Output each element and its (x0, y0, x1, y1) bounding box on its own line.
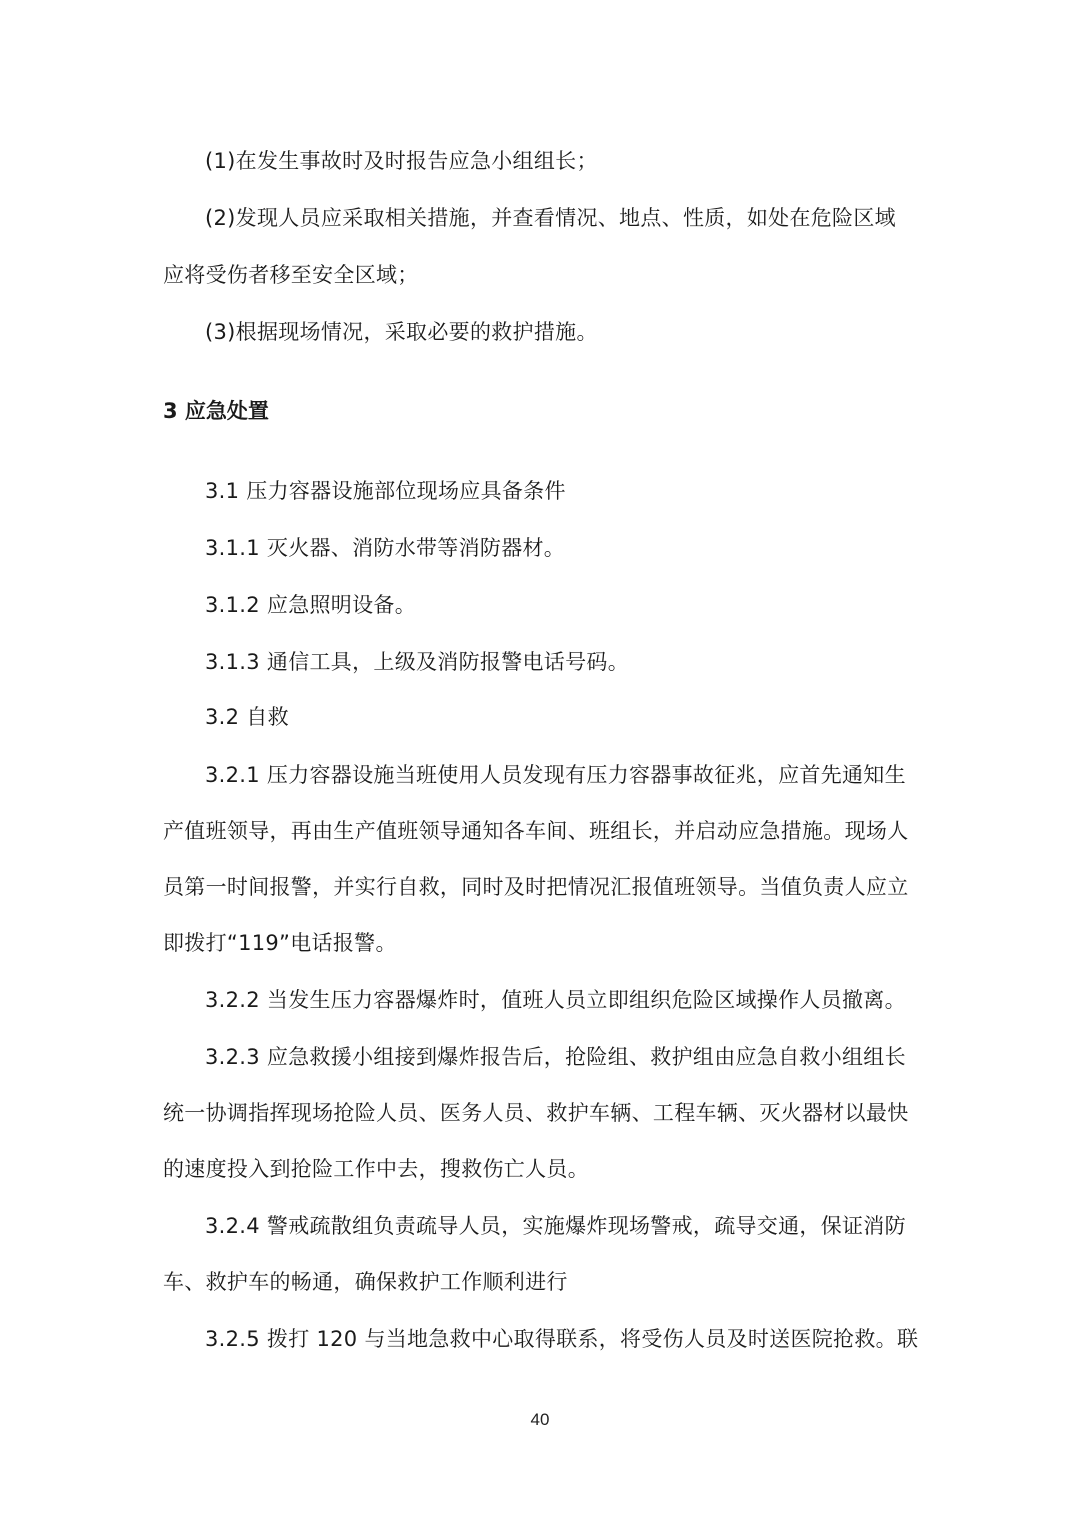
paragraph-3-1-2: 3.1.2 应急照明设备。 (205, 593, 417, 617)
paragraph-3-2-5-line-1: 3.2.5 拨打 120 与当地急救中心取得联系，将受伤人员及时送医院抢救。联 (205, 1327, 919, 1351)
page-number: 40 (530, 1410, 550, 1429)
paragraph-3-1-3: 3.1.3 通信工具，上级及消防报警电话号码。 (205, 650, 630, 674)
paragraph-3-2-1-line-3: 员第一时间报警，并实行自救，同时及时把情况汇报值班领导。当值负责人应立 (163, 875, 909, 899)
section-heading: 3 应急处置 (163, 399, 269, 423)
paragraph-3-2-4-line-2: 车、救护车的畅通，确保救护工作顺利进行 (163, 1270, 568, 1294)
intro-item-2: (2)发现人员应采取相关措施，并查看情况、地点、性质，如处在危险区域 (205, 206, 896, 230)
paragraph-3-2: 3.2 自救 (205, 705, 289, 729)
intro-item-2-continuation: 应将受伤者移至安全区域； (163, 263, 419, 287)
paragraph-3-2-3-line-3: 的速度投入到抢险工作中去，搜救伤亡人员。 (163, 1157, 589, 1181)
intro-item-3: (3)根据现场情况，采取必要的救护措施。 (205, 320, 598, 344)
paragraph-3-1-1: 3.1.1 灭火器、消防水带等消防器材。 (205, 536, 566, 560)
intro-item-1: (1)在发生事故时及时报告应急小组组长； (205, 149, 598, 173)
paragraph-3-2-3-line-1: 3.2.3 应急救援小组接到爆炸报告后，抢险组、救护组由应急自救小组组长 (205, 1045, 906, 1069)
paragraph-3-2-3-line-2: 统一协调指挥现场抢险人员、医务人员、救护车辆、工程车辆、灭火器材以最快 (163, 1101, 909, 1125)
paragraph-3-2-1-line-4: 即拨打“119”电话报警。 (163, 931, 397, 955)
paragraph-3-2-2: 3.2.2 当发生压力容器爆炸时，值班人员立即组织危险区域操作人员撤离。 (205, 988, 906, 1012)
paragraph-3-2-1-line-1: 3.2.1 压力容器设施当班使用人员发现有压力容器事故征兆，应首先通知生 (205, 763, 906, 787)
paragraph-3-1: 3.1 压力容器设施部位现场应具备条件 (205, 479, 566, 503)
paragraph-3-2-1-line-2: 产值班领导，再由生产值班领导通知各车间、班组长，并启动应急措施。现场人 (163, 819, 909, 843)
paragraph-3-2-4-line-1: 3.2.4 警戒疏散组负责疏导人员，实施爆炸现场警戒，疏导交通，保证消防 (205, 1214, 906, 1238)
